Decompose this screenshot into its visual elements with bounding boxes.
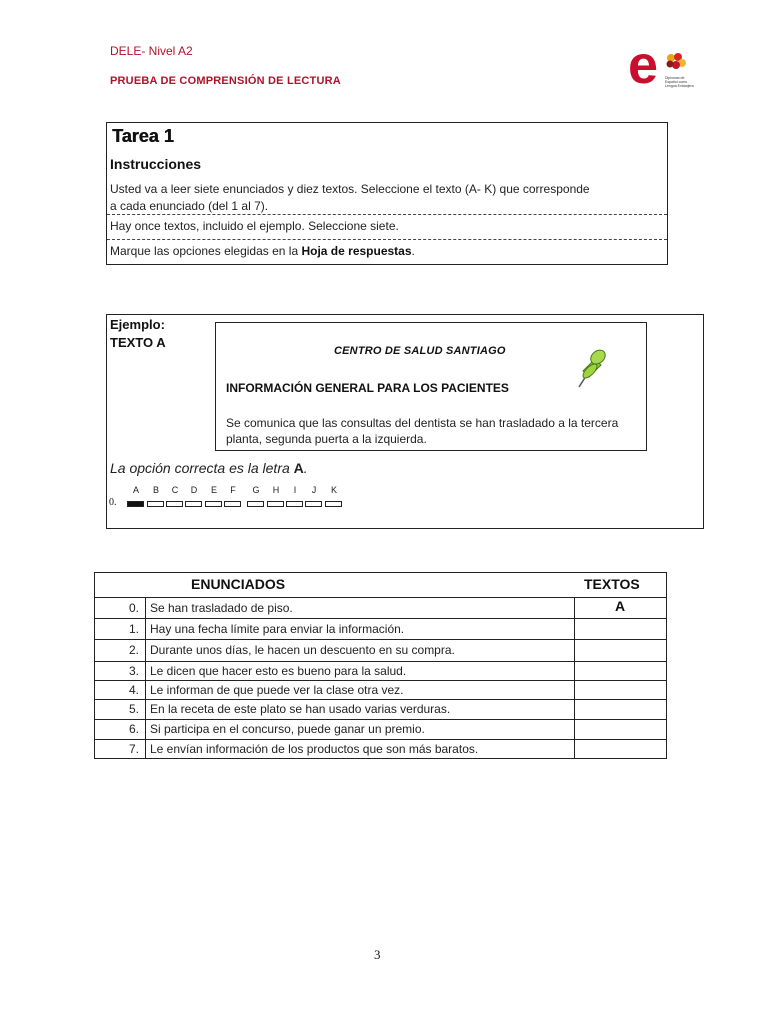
exam-level: DELE- Nivel A2 — [110, 44, 193, 58]
option-checkbox[interactable] — [286, 501, 303, 507]
statements-table — [94, 572, 667, 759]
correct-suffix: . — [303, 460, 308, 476]
row-number: 3. — [128, 664, 139, 678]
table-row-divider — [95, 639, 666, 640]
option-checkbox[interactable] — [305, 501, 322, 507]
option-letter: H — [272, 485, 280, 495]
texts-header: TEXTOS — [584, 576, 640, 592]
option-letter: I — [293, 485, 297, 495]
instruction-3-suffix: . — [411, 244, 415, 258]
option-checkbox[interactable] — [224, 501, 241, 507]
dele-logo — [628, 35, 698, 100]
option-checkbox[interactable] — [247, 501, 264, 507]
option-letter: F — [230, 485, 236, 495]
task-title: Tarea 1 — [112, 126, 174, 146]
answer-sheet-label: Hoja de respuestas — [301, 244, 412, 258]
option-checkbox[interactable] — [185, 501, 202, 507]
row-number: 1. — [128, 622, 139, 636]
table-column-divider — [574, 597, 575, 759]
instructions-heading: Instrucciones — [110, 156, 202, 172]
row-number: 6. — [128, 722, 139, 736]
option-checkbox[interactable] — [205, 501, 222, 507]
row-answer-cell[interactable]: A — [614, 598, 626, 614]
option-checkbox[interactable] — [147, 501, 164, 507]
option-letter: A — [132, 485, 139, 495]
option-letter: J — [311, 485, 317, 495]
example-label: Ejemplo: — [110, 317, 165, 332]
example-box — [106, 314, 704, 529]
row-number: 4. — [128, 683, 139, 697]
notice-body: Se comunica que las consultas del dentista se han trasladado a la tercera planta, segunda puerta a la izquierda. — [226, 416, 619, 446]
option-checkbox[interactable] — [267, 501, 284, 507]
option-letter: C — [171, 485, 179, 495]
row-number: 0. — [128, 601, 139, 615]
row-statement: Hay una fecha límite para enviar la información. — [150, 622, 405, 636]
test-name: PRUEBA DE COMPRENSIÓN DE LECTURA — [110, 75, 341, 87]
answer-row-label: 0. — [109, 497, 117, 508]
notice-heading: INFORMACIÓN GENERAL PARA LOS PACIENTES — [226, 381, 509, 395]
row-statement: Le envían información de los productos que son más baratos. — [150, 742, 479, 756]
example-answer-row — [109, 485, 369, 511]
logo-caption: Diplomas de Español como Lengua Extranjera — [665, 76, 694, 88]
row-number: 2. — [128, 643, 139, 657]
statements-header: ENUNCIADOS — [191, 576, 286, 592]
pushpin-icon — [571, 345, 611, 393]
option-letter: E — [210, 485, 217, 495]
row-statement: Durante unos días, le hacen un descuento en su compra. — [150, 643, 455, 657]
instruction-2: Hay once textos, incluido el ejemplo. Seleccione siete. — [110, 219, 399, 233]
table-row-divider — [95, 618, 666, 619]
row-statement: Si participa en el concurso, puede ganar un premio. — [150, 722, 425, 736]
dashed-divider — [107, 214, 667, 215]
option-letter: G — [252, 485, 260, 495]
table-row-divider — [95, 719, 666, 720]
option-checkbox[interactable] — [166, 501, 183, 507]
row-statement: Se han trasladado de piso. — [150, 601, 293, 615]
option-checkbox[interactable] — [325, 501, 342, 507]
page-number: 3 — [374, 947, 381, 962]
table-row-divider — [95, 699, 666, 700]
example-text-label: TEXTO A — [110, 335, 166, 350]
row-number: 7. — [128, 742, 139, 756]
instruction-1: Usted va a leer siete enunciados y diez textos. Seleccione el texto (A- K) que corresponde a cada enunciado (del 1 al 7). — [110, 182, 590, 213]
correct-letter: A — [293, 460, 304, 476]
row-statement: En la receta de este plato se han usado varias verduras. — [150, 702, 451, 716]
row-statement: Le informan de que puede ver la clase otra vez. — [150, 683, 404, 697]
example-notice — [215, 322, 647, 451]
row-statement: Le dicen que hacer esto es bueno para la salud. — [150, 664, 407, 678]
option-letter: K — [330, 485, 337, 495]
instruction-3 — [110, 244, 415, 258]
option-letter: B — [152, 485, 159, 495]
row-number: 5. — [128, 702, 139, 716]
option-letter: D — [190, 485, 198, 495]
instruction-3-prefix: Marque las opciones elegidas en la — [110, 244, 302, 258]
table-row-divider — [95, 661, 666, 662]
task-instructions-box — [106, 122, 668, 265]
correct-option-note — [110, 460, 308, 476]
table-row-divider — [95, 739, 666, 740]
table-row-divider — [95, 680, 666, 681]
option-checkbox[interactable] — [127, 501, 144, 507]
dashed-divider — [107, 239, 667, 240]
notice-center-name: CENTRO DE SALUD SANTIAGO — [334, 345, 506, 357]
correct-prefix: La opción correcta es la letra — [110, 460, 294, 476]
table-column-divider — [145, 597, 146, 759]
logo-flower-icon — [662, 52, 688, 76]
logo-letter: e — [628, 35, 659, 95]
